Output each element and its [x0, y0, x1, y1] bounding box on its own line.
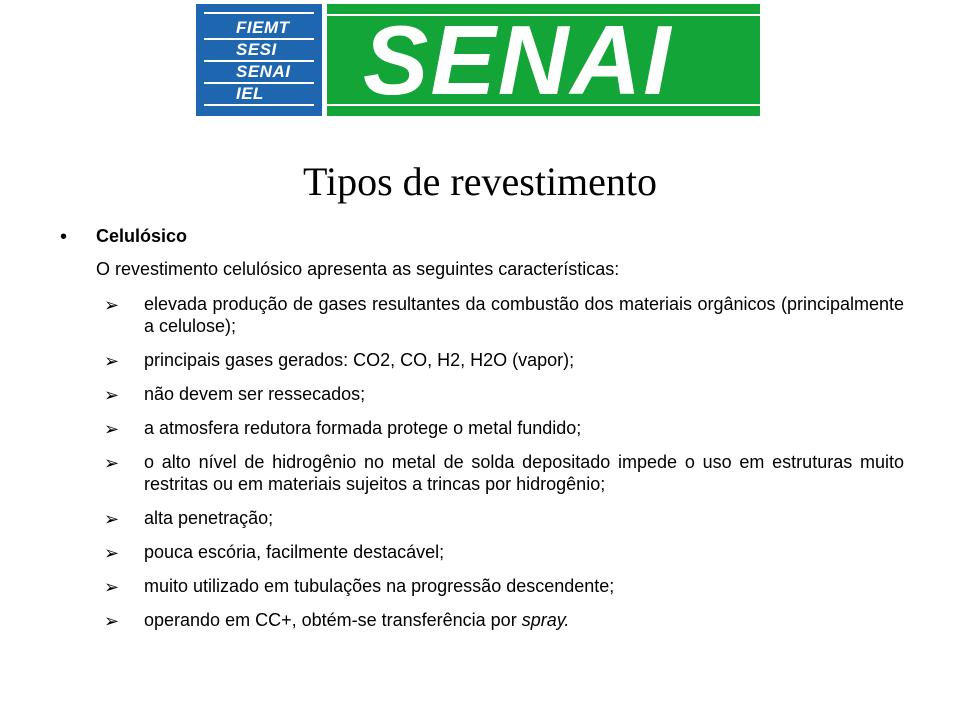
list-item-text: pouca escória, facilmente destacável;	[144, 542, 445, 562]
arrow-bullet-icon: ➢	[104, 577, 120, 597]
senai-wordmark: SENAI	[363, 5, 673, 115]
logo-word-senai: SENAI	[236, 62, 291, 81]
arrow-bullet-icon: ➢	[104, 543, 120, 563]
list-item	[104, 383, 904, 405]
list-item-text: não devem ser ressecados;	[144, 384, 366, 404]
arrow-bullet-icon: ➢	[104, 509, 120, 529]
list-item	[104, 349, 904, 371]
logo-word-iel: IEL	[236, 84, 264, 103]
spray-emphasis: spray.	[521, 610, 570, 630]
arrow-bullet-icon: ➢	[104, 385, 120, 405]
arrow-bullet-icon: ➢	[104, 351, 120, 371]
list-item	[104, 293, 904, 337]
list-item-text: o alto nível de hidrogênio no metal de solda depositado impede o uso em estruturas muito restritas ou em materiais sujeitos a trincas por hidrogênio;	[144, 452, 904, 494]
fiemt-logo-block	[196, 4, 322, 116]
slide-title: Tipos de revestimento	[302, 159, 658, 204]
section-heading: Celulósico	[96, 226, 188, 246]
list-item	[104, 507, 904, 529]
list-item-text: muito utilizado em tubulações na progressão descendente;	[144, 576, 615, 596]
list-item	[104, 417, 904, 439]
logo-stripe	[204, 104, 314, 106]
list-item-text: elevada produção de gases resultantes da combustão dos materiais orgânicos (principalmente a celulose);	[144, 294, 904, 336]
logo-stripe	[204, 12, 314, 14]
list-item-text: operando em CC+, obtém-se transferência por	[144, 610, 517, 630]
arrow-bullet-icon: ➢	[104, 453, 120, 473]
list-item	[104, 451, 904, 495]
senai-brand-block	[327, 4, 760, 116]
list-item-text: alta penetração;	[144, 508, 274, 528]
list-item	[104, 609, 904, 631]
list-item-text-last	[144, 609, 904, 631]
logo-word-fiemt: FIEMT	[236, 18, 290, 37]
bullet-icon: •	[60, 226, 68, 248]
list-item-text: principais gases gerados: CO2, CO, H2, H2O (vapor);	[144, 350, 575, 370]
logo-word-sesi: SESI	[236, 40, 277, 59]
intro-text: O revestimento celulósico apresenta as seguintes características:	[96, 259, 620, 279]
senai-logo	[196, 4, 760, 116]
arrow-bullet-icon: ➢	[104, 611, 120, 631]
characteristics-list	[104, 293, 904, 643]
list-item	[104, 541, 904, 563]
arrow-bullet-icon: ➢	[104, 419, 120, 439]
arrow-bullet-icon: ➢	[104, 295, 120, 315]
list-item-text: a atmosfera redutora formada protege o metal fundido;	[144, 418, 582, 438]
list-item	[104, 575, 904, 597]
